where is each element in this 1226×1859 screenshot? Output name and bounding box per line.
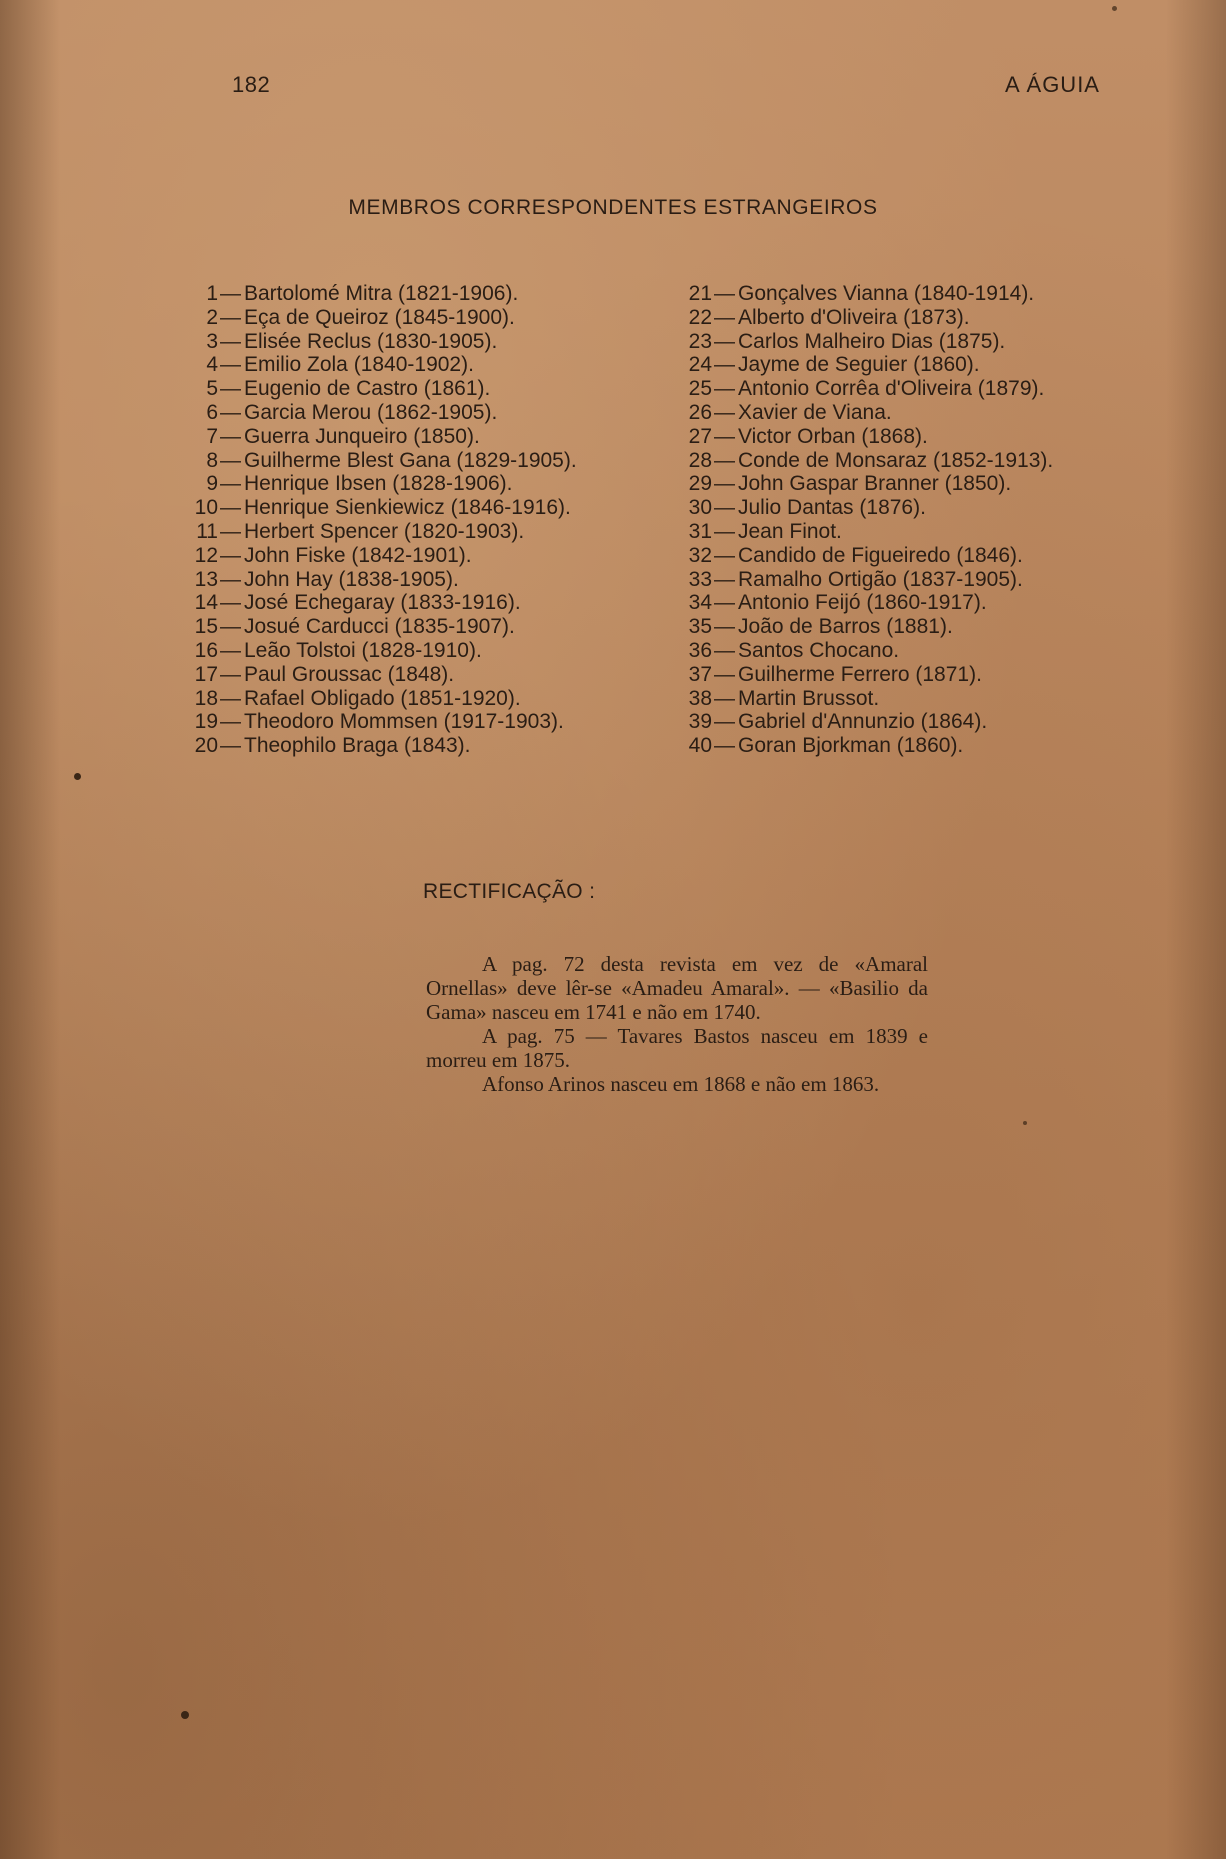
member-name: Jean Finot. xyxy=(738,519,842,543)
member-number: 14 xyxy=(194,591,218,615)
member-name: Leão Tolstoi (1828-1910). xyxy=(244,638,482,662)
member-number: 18 xyxy=(194,686,218,710)
member-name: Guilherme Ferrero (1871). xyxy=(738,662,982,686)
member-dash: — xyxy=(714,710,735,734)
journal-title: A ÁGUIA xyxy=(1004,72,1100,97)
member-entry xyxy=(192,734,652,758)
member-name: José Echegaray (1833-1916). xyxy=(244,591,521,615)
member-entry xyxy=(192,449,652,473)
member-dash: — xyxy=(220,329,241,353)
member-dash: — xyxy=(220,686,241,710)
member-name: Eugenio de Castro (1861). xyxy=(244,377,491,401)
member-dash: — xyxy=(220,448,241,472)
member-dash: — xyxy=(220,472,241,496)
member-entry xyxy=(192,544,652,568)
correction-paragraph: Afonso Arinos nasceu em 1868 e não em 1863. xyxy=(482,1072,880,1096)
member-number: 12 xyxy=(194,543,218,567)
member-name: Herbert Spencer (1820-1903). xyxy=(244,519,525,543)
member-number: 32 xyxy=(688,543,712,567)
member-number: 8 xyxy=(206,448,218,472)
member-dash: — xyxy=(220,662,241,686)
member-entry xyxy=(686,449,1146,473)
member-number: 30 xyxy=(688,496,712,520)
member-entry xyxy=(192,663,652,687)
member-number: 4 xyxy=(206,353,218,377)
member-dash: — xyxy=(220,400,241,424)
correction-heading: RECTIFICAÇÃO : xyxy=(423,880,596,903)
member-entry xyxy=(192,520,652,544)
member-number: 34 xyxy=(688,591,712,615)
page-number: 182 xyxy=(232,72,271,97)
member-dash: — xyxy=(714,424,735,448)
member-name: Theodoro Mommsen (1917-1903). xyxy=(244,710,564,734)
paper-speck xyxy=(1023,1121,1027,1125)
member-name: Guerra Junqueiro (1850). xyxy=(244,424,480,448)
member-entry xyxy=(192,330,652,354)
member-dash: — xyxy=(714,591,735,615)
member-name: Victor Orban (1868). xyxy=(738,424,928,448)
page-edge-shadow-right xyxy=(1166,0,1226,1859)
member-name: Eça de Queiroz (1845-1900). xyxy=(244,305,515,329)
member-name: Guilherme Blest Gana (1829-1905). xyxy=(244,448,577,472)
member-entry xyxy=(686,687,1146,711)
member-name: Josué Carducci (1835-1907). xyxy=(244,615,515,639)
member-dash: — xyxy=(714,734,735,758)
member-number: 20 xyxy=(194,734,218,758)
section-title: MEMBROS CORRESPONDENTES ESTRANGEIROS xyxy=(348,196,878,219)
member-name: Antonio Feijó (1860-1917). xyxy=(738,591,987,615)
member-entry xyxy=(686,353,1146,377)
member-name: Paul Groussac (1848). xyxy=(244,662,455,686)
member-number: 23 xyxy=(688,329,712,353)
member-name: Julio Dantas (1876). xyxy=(738,496,926,520)
member-number: 10 xyxy=(194,496,218,520)
member-dash: — xyxy=(220,591,241,615)
member-entry xyxy=(686,496,1146,520)
member-number: 40 xyxy=(688,734,712,758)
member-dash: — xyxy=(714,615,735,639)
member-number: 22 xyxy=(688,305,712,329)
member-entry xyxy=(686,425,1146,449)
member-number: 37 xyxy=(688,662,712,686)
member-name: Martin Brussot. xyxy=(738,686,880,710)
correction-paragraph: A pag. 72 desta revista em vez de «Amaral Ornellas» deve lêr-se «Amadeu Amaral». — «Basilio da Gama» nasceu em 1741 e não em 1740. xyxy=(426,952,928,1024)
member-entry xyxy=(686,330,1146,354)
member-dash: — xyxy=(220,377,241,401)
member-entry xyxy=(686,282,1146,306)
member-entry xyxy=(686,710,1146,734)
member-entry xyxy=(192,472,652,496)
member-name: Goran Bjorkman (1860). xyxy=(738,734,964,758)
member-dash: — xyxy=(714,377,735,401)
member-entry xyxy=(192,687,652,711)
member-entry xyxy=(192,425,652,449)
member-number: 21 xyxy=(688,282,712,305)
member-name: Jayme de Seguier (1860). xyxy=(738,353,980,377)
member-dash: — xyxy=(714,472,735,496)
member-dash: — xyxy=(220,353,241,377)
member-dash: — xyxy=(714,353,735,377)
member-name: Alberto d'Oliveira (1873). xyxy=(738,305,970,329)
member-name: Henrique Ibsen (1828-1906). xyxy=(244,472,513,496)
member-entry xyxy=(192,282,652,306)
member-entry xyxy=(686,472,1146,496)
running-header xyxy=(0,72,1226,102)
correction-paragraph: A pag. 75 — Tavares Bastos nasceu em 1839 e morreu em 1875. xyxy=(426,1024,928,1072)
member-number: 38 xyxy=(688,686,712,710)
member-name: Elisée Reclus (1830-1905). xyxy=(244,329,498,353)
member-entry xyxy=(192,377,652,401)
member-entry xyxy=(686,306,1146,330)
member-name: Antonio Corrêa d'Oliveira (1879). xyxy=(738,377,1045,401)
member-dash: — xyxy=(714,282,735,305)
member-dash: — xyxy=(220,305,241,329)
member-number: 39 xyxy=(688,710,712,734)
member-entry xyxy=(686,401,1146,425)
member-number: 19 xyxy=(194,710,218,734)
member-name: Carlos Malheiro Dias (1875). xyxy=(738,329,1006,353)
member-dash: — xyxy=(714,400,735,424)
member-number: 35 xyxy=(688,615,712,639)
member-entry xyxy=(686,663,1146,687)
member-name: John Hay (1838-1905). xyxy=(244,567,459,591)
member-dash: — xyxy=(220,567,241,591)
member-dash: — xyxy=(714,329,735,353)
member-number: 31 xyxy=(688,519,712,543)
member-entry xyxy=(686,734,1146,758)
member-number: 24 xyxy=(688,353,712,377)
member-number: 6 xyxy=(206,400,218,424)
member-entry xyxy=(192,615,652,639)
member-entry xyxy=(686,591,1146,615)
correction-body xyxy=(426,952,928,1096)
member-dash: — xyxy=(220,710,241,734)
member-dash: — xyxy=(714,496,735,520)
member-entry xyxy=(686,639,1146,663)
member-dash: — xyxy=(714,448,735,472)
member-name: Henrique Sienkiewicz (1846-1916). xyxy=(244,496,571,520)
members-list-left xyxy=(192,282,652,758)
member-number: 11 xyxy=(196,519,218,543)
member-entry xyxy=(192,496,652,520)
member-number: 13 xyxy=(194,567,218,591)
member-number: 1 xyxy=(206,282,218,305)
member-number: 17 xyxy=(194,662,218,686)
member-number: 33 xyxy=(688,567,712,591)
member-dash: — xyxy=(220,543,241,567)
member-dash: — xyxy=(714,519,735,543)
member-number: 5 xyxy=(206,377,218,401)
member-number: 7 xyxy=(206,424,218,448)
member-number: 9 xyxy=(206,472,218,496)
member-entry xyxy=(686,377,1146,401)
member-name: Conde de Monsaraz (1852-1913). xyxy=(738,448,1054,472)
member-number: 3 xyxy=(206,329,218,353)
member-dash: — xyxy=(714,686,735,710)
member-dash: — xyxy=(220,615,241,639)
member-dash: — xyxy=(714,638,735,662)
member-name: Xavier de Viana. xyxy=(738,400,892,424)
member-dash: — xyxy=(714,305,735,329)
member-entry xyxy=(192,306,652,330)
member-dash: — xyxy=(220,282,241,305)
member-name: Gonçalves Vianna (1840-1914). xyxy=(738,282,1035,305)
member-number: 26 xyxy=(688,400,712,424)
paper-speck xyxy=(181,1711,189,1719)
member-dash: — xyxy=(220,638,241,662)
member-name: Bartolomé Mitra (1821-1906). xyxy=(244,282,519,305)
member-name: John Gaspar Branner (1850). xyxy=(738,472,1012,496)
member-number: 29 xyxy=(688,472,712,496)
members-list-right xyxy=(686,282,1146,758)
member-entry xyxy=(192,639,652,663)
member-name: John Fiske (1842-1901). xyxy=(244,543,472,567)
paper-speck xyxy=(1112,6,1117,11)
member-entry xyxy=(686,568,1146,592)
member-name: João de Barros (1881). xyxy=(738,615,953,639)
member-number: 28 xyxy=(688,448,712,472)
member-name: Ramalho Ortigão (1837-1905). xyxy=(738,567,1023,591)
member-name: Candido de Figueiredo (1846). xyxy=(738,543,1023,567)
member-entry xyxy=(686,520,1146,544)
member-dash: — xyxy=(714,662,735,686)
member-entry xyxy=(686,615,1146,639)
member-dash: — xyxy=(220,496,241,520)
page-edge-shadow-left xyxy=(0,0,60,1859)
member-number: 27 xyxy=(688,424,712,448)
member-number: 15 xyxy=(194,615,218,639)
member-dash: — xyxy=(220,519,241,543)
paper-speck xyxy=(74,773,81,780)
member-name: Gabriel d'Annunzio (1864). xyxy=(738,710,988,734)
member-dash: — xyxy=(714,543,735,567)
member-entry xyxy=(192,353,652,377)
member-name: Garcia Merou (1862-1905). xyxy=(244,400,498,424)
member-number: 36 xyxy=(688,638,712,662)
member-entry xyxy=(192,710,652,734)
member-number: 16 xyxy=(194,638,218,662)
member-name: Santos Chocano. xyxy=(738,638,900,662)
member-entry xyxy=(686,544,1146,568)
member-entry xyxy=(192,401,652,425)
member-dash: — xyxy=(220,424,241,448)
member-name: Rafael Obligado (1851-1920). xyxy=(244,686,521,710)
member-entry xyxy=(192,591,652,615)
member-number: 2 xyxy=(206,305,218,329)
member-name: Emilio Zola (1840-1902). xyxy=(244,353,474,377)
member-dash: — xyxy=(220,734,241,758)
member-dash: — xyxy=(714,567,735,591)
member-entry xyxy=(192,568,652,592)
member-name: Theophilo Braga (1843). xyxy=(244,734,471,758)
member-number: 25 xyxy=(688,377,712,401)
